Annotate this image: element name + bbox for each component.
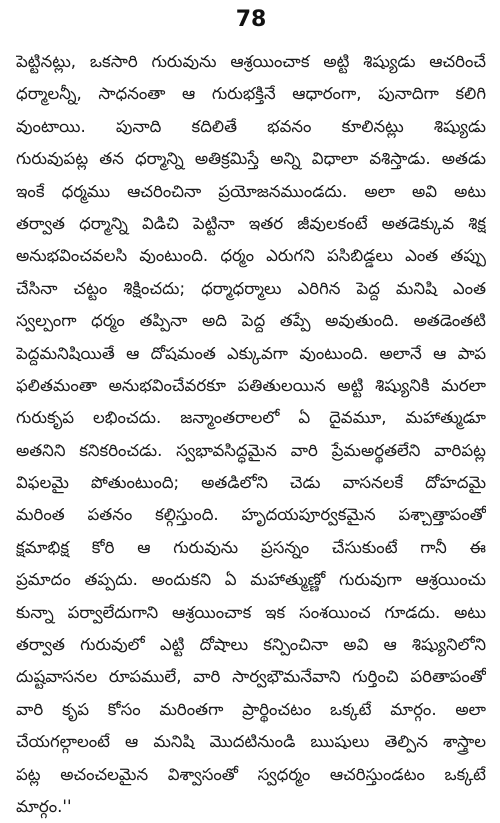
- text-line: ధర్మాలన్నీ, సాధనంతా ఆ గురుభక్తినే ఆధారంగా, పునాదిగా కలిగి: [16, 84, 486, 104]
- text-line: పట్ల అచంచలమైన విశ్వాసంతో స్వధర్మం ఆచరిస్తుండటం ఒక్కటే: [16, 764, 486, 784]
- text-line: చేసినా చట్టం శిక్షించదు; ధర్మాధర్మాలు ఎరిగిన పెద్ద మనిషి ఎంత: [16, 278, 486, 298]
- text-line: మార్గం.'': [16, 796, 72, 816]
- text-line: పెద్దమనిషియితే ఆ దోషమంత ఎక్కువగా వుంటుంది. అలానే ఆ పాప: [16, 343, 486, 363]
- text-line: ఫలితమంతా అనుభవించేవరకూ పతితులయిన అట్టి శిష్యునికి మరలా: [16, 375, 486, 395]
- text-line: విఫలమై పోతుంటుంది; అతడిలోని చెడు వాసనలకే దోహదమై: [16, 473, 486, 493]
- text-line: వారి కృప కోసం మరింతగా ప్రార్థించటం ఒక్కటే మార్గం. అలా: [16, 699, 486, 719]
- text-line: చేయగల్గాలంటే ఆ మనిషి మొదటినుండి ఋషులు తెల్పిన శాస్త్రాల: [16, 732, 486, 752]
- body-text: [16, 46, 486, 823]
- text-line: ఇంకే ధర్మము ఆచరించినా ప్రయోజనముండదు. అలా అవి అటు: [16, 181, 486, 201]
- text-line: స్వల్పంగా ధర్మం తప్పినా అది పెద్ద తప్పే అవుతుంది. అతడెంతటి: [16, 311, 486, 331]
- page-number: 78: [235, 7, 267, 32]
- text-line: పెట్టినట్లు, ఒకసారి గురువును ఆశ్రయించాక అట్టి శిష్యుడు ఆచరించే: [16, 52, 486, 71]
- text-line: దుష్టవాసనల రూపములే, వారి సార్వభౌమనేవాని గుర్తించి పరితాపంతో: [16, 667, 486, 687]
- text-line: అతనిని కనికరించడు. స్వభావసిద్ధమైన వారి ప్రేమఅర్థతలేని వారిపట్ల: [16, 440, 486, 460]
- text-line: తర్వాత ధర్మాన్ని విడిచి పెట్టినా ఇతర జీవులకంటే అతడెక్కువ శిక్ష: [16, 213, 486, 233]
- text-line: క్షమాభిక్ష కోరి ఆ గురువును ప్రసన్నం చేసుకుంటే గానీ ఈ: [16, 537, 486, 557]
- text-line: ప్రమాదం తప్పదు. అందుకని ఏ మహాత్ముణ్ణో గురువుగా ఆశ్రయించు: [16, 570, 486, 590]
- text-line: గురుకృప లభించదు. జన్మాంతరాలలో ఏ దైవమూ, మహాత్ముడూ: [16, 408, 486, 428]
- text-line: వుంటాయి. పునాది కదిలితే భవనం కూలినట్లు శిష్యుడు: [16, 116, 486, 136]
- text-line: మరింత పతనం కల్గిస్తుంది. హృదయపూర్వకమైన పశ్చాత్తాపంతో: [16, 505, 486, 525]
- text-line: అనుభవించవలసి వుంటుంది. ధర్మం ఎరుగని పసిబిడ్డలు ఎంత తప్పు: [16, 246, 486, 266]
- text-line: కున్నా పర్వాలేదుగాని ఆశ్రయించాక ఇక సంశయించ గూడదు. అటు: [16, 602, 486, 622]
- text-line: గురువుపట్ల తన ధర్మాన్ని అతిక్రమిస్తే అన్ని విధాలా వశిస్తాడు. అతడు: [16, 149, 486, 169]
- text-line: తర్వాత గురువులో ఎట్టి దోషాలు కన్పించినా అవి ఆ శిష్యునిలోని: [16, 635, 486, 655]
